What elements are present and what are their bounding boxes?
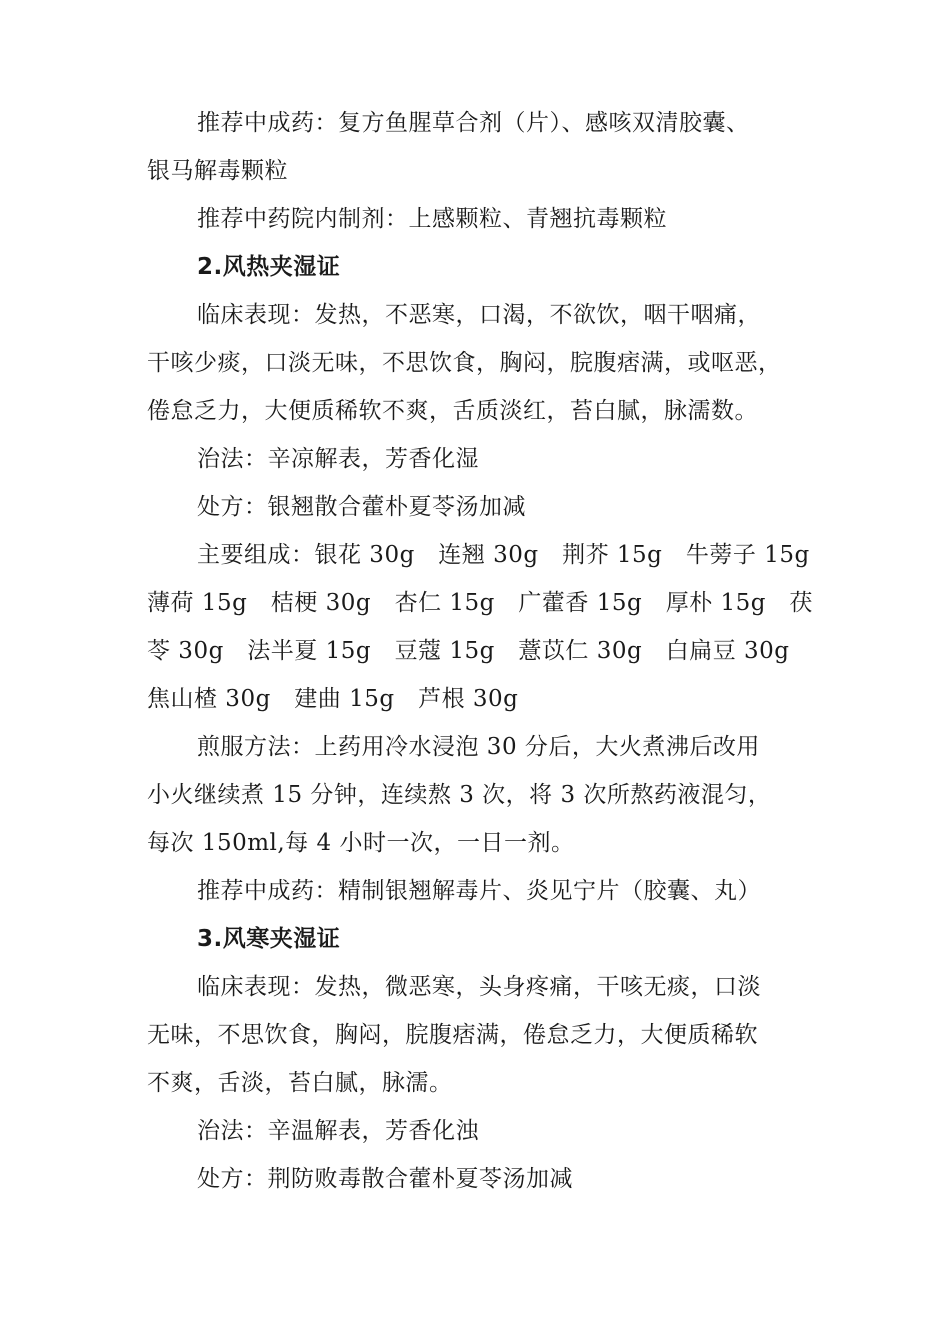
text-line: 薄荷 15g 桔梗 30g 杏仁 15g 广藿香 15g 厚朴 15g 茯	[147, 590, 814, 616]
text-line: 治法：辛凉解表，芳香化湿	[197, 446, 479, 472]
section-heading: 2.风热夹湿证	[197, 254, 341, 280]
text-line: 处方：荆防败毒散合藿朴夏苓汤加减	[197, 1166, 573, 1192]
text-line: 推荐中成药：精制银翘解毒片、炎见宁片（胶囊、丸）	[197, 878, 761, 904]
text-line: 银马解毒颗粒	[147, 158, 288, 184]
text-line: 不爽，舌淡，苔白腻，脉濡。	[147, 1070, 453, 1096]
text-line: 焦山楂 30g 建曲 15g 芦根 30g	[147, 686, 519, 712]
section-heading: 3.风寒夹湿证	[197, 926, 341, 952]
text-line: 煎服方法：上药用冷水浸泡 30 分后，大火煮沸后改用	[197, 734, 760, 760]
text-line: 倦怠乏力，大便质稀软不爽，舌质淡红，苔白腻，脉濡数。	[147, 398, 758, 424]
text-line: 推荐中成药：复方鱼腥草合剂（片）、感咳双清胶囊、	[197, 110, 750, 136]
text-line: 处方：银翘散合藿朴夏苓汤加减	[197, 494, 526, 520]
text-line: 无味，不思饮食，胸闷，脘腹痞满，倦怠乏力，大便质稀软	[147, 1022, 758, 1048]
text-line: 推荐中药院内制剂：上感颗粒、青翘抗毒颗粒	[197, 206, 667, 232]
text-line: 小火继续煮 15 分钟，连续熬 3 次，将 3 次所熬药液混匀，	[147, 782, 772, 808]
text-line: 治法：辛温解表，芳香化浊	[197, 1118, 479, 1144]
text-line: 干咳少痰，口淡无味，不思饮食，胸闷，脘腹痞满，或呕恶，	[147, 350, 782, 376]
text-line: 临床表现：发热，微恶寒，头身疼痛，干咳无痰，口淡	[197, 974, 761, 1000]
text-line: 临床表现：发热，不恶寒，口渴，不欲饮，咽干咽痛，	[197, 302, 761, 328]
text-line: 每次 150ml,每 4 小时一次，一日一剂。	[147, 830, 575, 856]
text-line: 苓 30g 法半夏 15g 豆蔻 15g 薏苡仁 30g 白扁豆 30g	[147, 638, 790, 664]
text-line: 主要组成：银花 30g 连翘 30g 荆芥 15g 牛蒡子 15g	[197, 542, 810, 568]
